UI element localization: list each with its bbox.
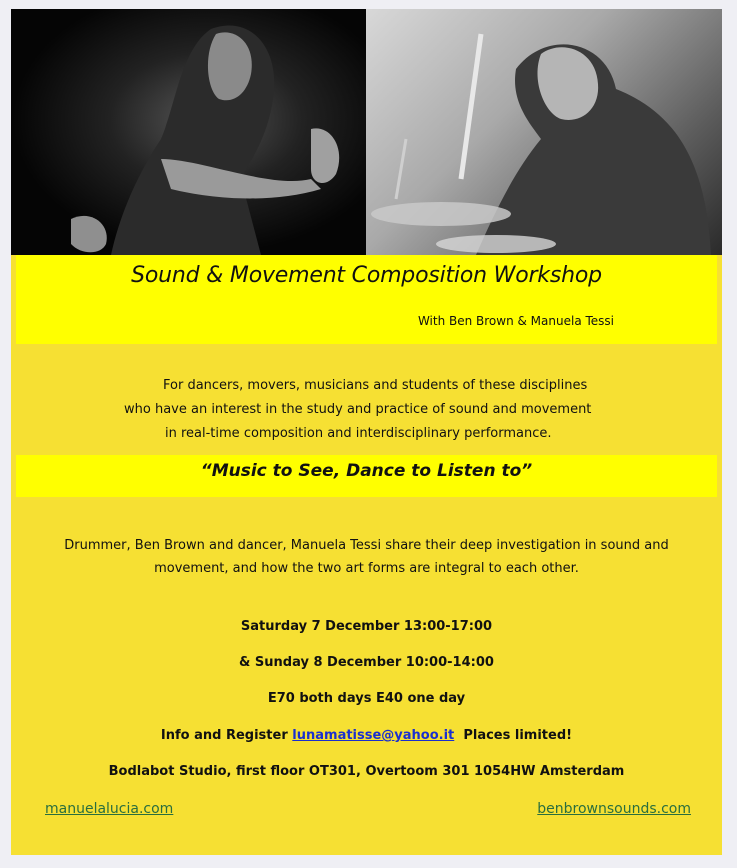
- drummer-silhouette: [366, 9, 722, 255]
- dancer-photo: [11, 9, 366, 255]
- intro-line: For dancers, movers, musicians and students of these disciplines: [163, 378, 588, 393]
- intro-paragraph: [11, 374, 722, 446]
- flyer-page: [11, 9, 722, 855]
- workshop-title: Sound & Movement Composition Workshop: [131, 263, 602, 288]
- benbrownsounds-link[interactable]: benbrownsounds.com: [537, 801, 691, 817]
- register-line: [11, 728, 722, 743]
- header-photos: [11, 9, 722, 255]
- register-email-link[interactable]: lunamatisse@yahoo.it: [292, 728, 455, 743]
- dancer-silhouette: [11, 9, 366, 255]
- intro-line: in real-time composition and interdisciplinary performance.: [165, 426, 552, 441]
- intro-line: who have an interest in the study and practice of sound and movement: [124, 402, 592, 417]
- description: Drummer, Ben Brown and dancer, Manuela Tessi share their deep investigation in sound and movement, and how the two art forms are integral to each other.: [64, 538, 669, 576]
- places-limited-label: Places limited!: [463, 728, 573, 743]
- register-label: Info and Register: [160, 728, 288, 743]
- date-sunday: & Sunday 8 December 10:00-14:00: [239, 655, 494, 670]
- drummer-photo: [366, 9, 722, 255]
- date-saturday: Saturday 7 December 13:00-17:00: [240, 619, 493, 634]
- price: E70 both days E40 one day: [267, 691, 466, 706]
- venue: Bodlabot Studio, first floor OT301, Overtoom 301 1054HW Amsterdam: [108, 764, 625, 779]
- slogan: “Music to See, Dance to Listen to”: [200, 461, 533, 481]
- workshop-subtitle: With Ben Brown & Manuela Tessi: [417, 314, 614, 328]
- manuelalucia-link[interactable]: manuelalucia.com: [45, 801, 174, 817]
